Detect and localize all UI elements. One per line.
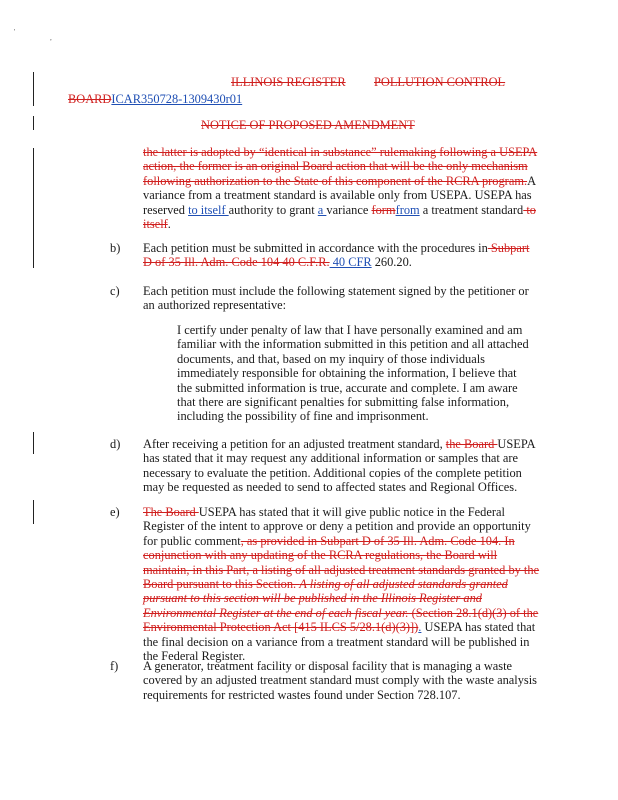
change-bar (33, 432, 34, 454)
change-bar (33, 72, 34, 106)
agency-name: POLLUTION CONTROL (374, 75, 506, 89)
change-bar (33, 148, 34, 268)
scan-mark: , (50, 34, 52, 42)
item-label: b) (110, 241, 121, 255)
inserted-text: to itself (188, 202, 229, 217)
item-e-text: The Board USEPA has stated that it will give public notice in the Federal Register of the intent to approve or deny a petition and provide an opportunity for public comment, as provided in Subpart D of 35 Ill. Adm. Code 104. In conjunction with any updating of the RCRA regulations, the Board will maintain, in this Part, a listing of all adjusted treatment standards granted by the Board pursuant to this Section. A listing of all adjusted standards granted pursuant to this section will be published in the Illinois Register and Environmental Register at the end of each fiscal year. (Section 28.1(d)(3) of the Environmental Protection Act [415 ILCS 5/28.1(d)(3)]). USEPA has stated that the final decision on a variance from a treatment standard will be published in the Federal Register. (143, 505, 540, 664)
deleted-text: to itself (143, 202, 536, 232)
certification-statement: I certify under penalty of law that I have personally examined and am familiar with the information submitted in this petition and all attached documents, and that, based on my inquiry of those individuals immediately responsible for obtaining the information, I believe that the submitted information is true, accurate and complete. I am aware that there are significant penalties for submitting false information, including the possibility of fine and imprisonment. (177, 323, 529, 424)
item-c-text: Each petition must include the following statement signed by the petitioner or an authorized representative: (143, 284, 529, 313)
board-line (68, 92, 242, 106)
deleted-text: A listing of all adjusted standards granted pursuant to this section will be published in the Illinois Register and Environmental Register at the end of each fiscal year. (143, 577, 508, 620)
deleted-text: , as provided in Subpart D of 35 Ill. Adm. Code 104. In conjunction with any updating of the RCRA regulations, the Board will maintain, in this Part, a listing of all adjusted treatment standards granted by the Board pursuant to this Section. (143, 533, 540, 592)
agency-title (374, 75, 505, 89)
register-title (231, 75, 346, 89)
register-name: ILLINOIS REGISTER (231, 75, 346, 89)
deleted-text: The Board (143, 505, 199, 519)
change-bar (33, 116, 34, 130)
item-label: f) (110, 659, 119, 673)
inserted-text: from (395, 202, 420, 217)
notice-heading: NOTICE OF PROPOSED AMENDMENT (201, 118, 415, 132)
document-code: ICAR350728-1309430r01 (111, 92, 243, 106)
deleted-text: (Section 28.1(d)(3) of the Environmental Protection Act [415 ILCS 5/28.1(d)(3)]) (143, 605, 539, 635)
inserted-text: a (317, 202, 327, 217)
scan-mark: ' (14, 28, 16, 36)
change-bar (33, 500, 34, 524)
item-label: d) (110, 437, 121, 451)
item-b-text: Each petition must be submitted in accordance with the procedures in Subpart D of 35 Ill. Adm. Code 104 40 C.F.R. 40 CFR 260.20. (143, 241, 530, 270)
deleted-text: form (371, 202, 396, 217)
inserted-text: . (418, 620, 422, 635)
deleted-text: Subpart D of 35 Ill. Adm. Code 104 40 C.F.R. (143, 241, 530, 270)
item-label: c) (110, 284, 120, 298)
deleted-text: the Board (445, 437, 498, 451)
item-d-text: After receiving a petition for an adjusted treatment standard, the Board USEPA has stated that it may request any additional information or samples that are necessary to evaluate the petition. Additional copies of the complete petition may be requested as needed to send to affected states and Regional Offices. (143, 437, 535, 495)
notice-title (201, 118, 415, 132)
intro-paragraph: the latter is adopted by “identical in substance” rulemaking following a USEPA action, the former is an original Board action that will be the only mechanism following authorization to the State of this component of the RCRA program.A variance from a treatment standard is available only from USEPA. USEPA has reserved to itself authority to grant a variance formfrom a treatment standard to itself. (143, 145, 538, 232)
item-f-text: A generator, treatment facility or disposal facility that is managing a waste covered by an adjusted treatment standard must comply with the waste analysis requirements for restricted wastes found under Section 728.107. (143, 659, 537, 702)
inserted-text: 40 CFR (329, 255, 372, 270)
item-label: e) (110, 505, 120, 519)
board-label: BOARD (68, 92, 112, 106)
deleted-text: the latter is adopted by “identical in substance” rulemaking following a USEPA action, the former is an original Board action that will be the only mechanism following authorization to the State of this component of the RCRA program. (143, 145, 538, 188)
